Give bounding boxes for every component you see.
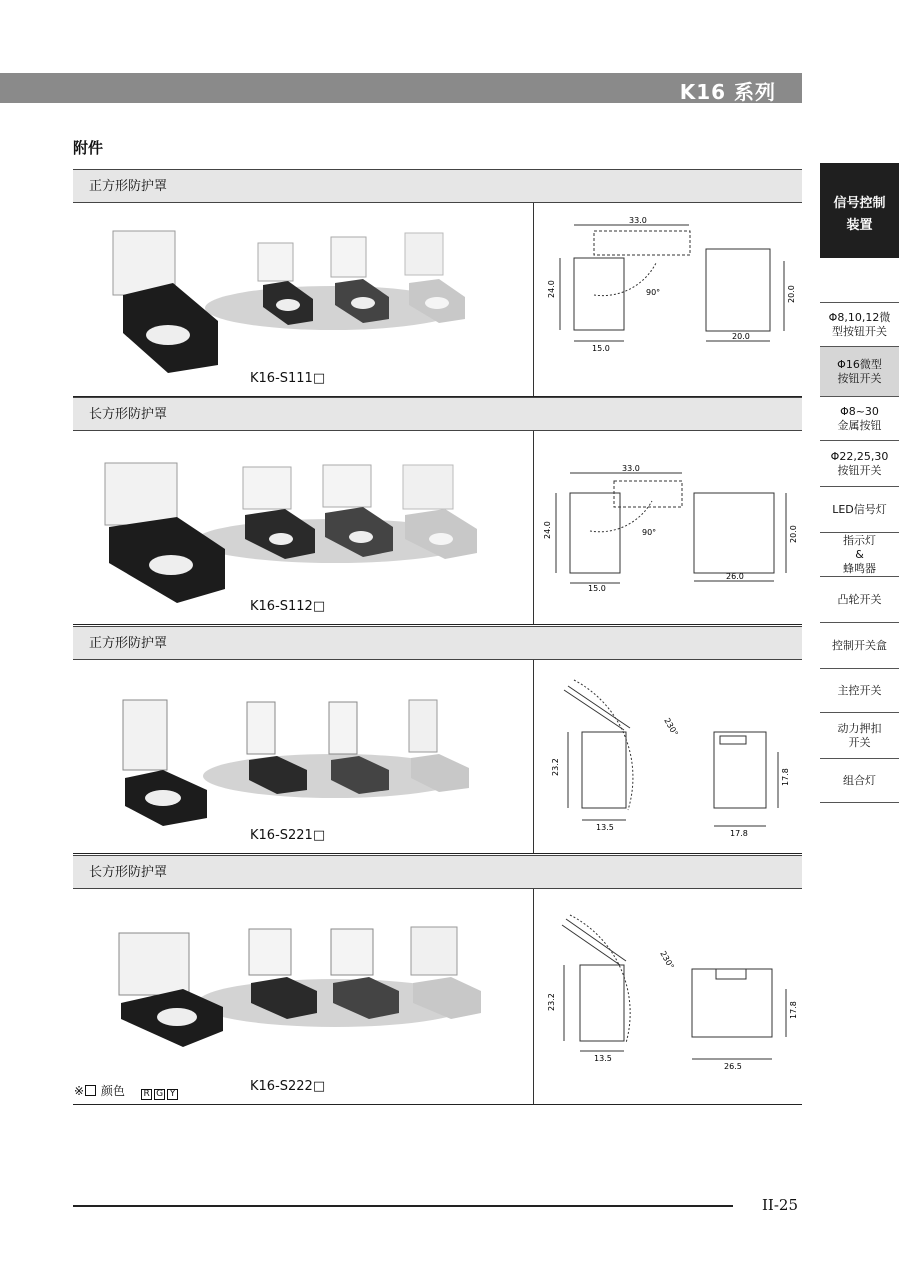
block-title: 正方形防护罩 — [73, 169, 802, 203]
large-cover-photo — [113, 231, 218, 373]
sidebar-category-item[interactable]: Φ8~30 金属按钮 — [820, 396, 899, 440]
large-cover-photo — [119, 933, 223, 1047]
svg-text:230°: 230° — [658, 949, 676, 971]
svg-text:20.0: 20.0 — [732, 332, 750, 341]
small-cover-photo-dark — [329, 702, 389, 794]
product-photos — [73, 660, 533, 854]
svg-text:17.8: 17.8 — [789, 1001, 798, 1019]
svg-text:24.0: 24.0 — [543, 521, 552, 539]
sidebar-category-item[interactable]: 动力押扣 开关 — [820, 712, 899, 758]
sidebar-category-item[interactable]: 组合灯 — [820, 758, 899, 802]
svg-text:23.2: 23.2 — [551, 758, 560, 776]
small-cover-photo-black — [247, 702, 307, 794]
svg-text:26.5: 26.5 — [724, 1062, 742, 1071]
dimension-drawing — [534, 889, 802, 1105]
svg-text:20.0: 20.0 — [789, 525, 798, 543]
sidebar-header: 信号控制 装置 — [820, 163, 899, 258]
model-number: K16-S112□ — [250, 599, 326, 614]
sidebar-category-item[interactable]: LED信号灯 — [820, 486, 899, 532]
block-title: 长方形防护罩 — [73, 397, 802, 431]
svg-text:23.2: 23.2 — [547, 993, 556, 1011]
footer-rule — [73, 1205, 733, 1207]
block-title: 长方形防护罩 — [73, 855, 802, 889]
small-cover-photo-light — [411, 927, 481, 1019]
category-sidebar — [820, 163, 899, 787]
small-cover-photo-dark — [331, 929, 399, 1019]
accessory-block-2 — [73, 397, 802, 625]
svg-text:13.5: 13.5 — [594, 1054, 612, 1063]
accessory-block-3 — [73, 626, 802, 854]
product-photos — [73, 203, 533, 397]
svg-text:15.0: 15.0 — [592, 344, 610, 353]
model-number: K16-S221□ — [250, 828, 326, 843]
sidebar-category-item[interactable]: 主控开关 — [820, 668, 899, 712]
accessory-block-4 — [73, 855, 802, 1105]
sidebar-category-item[interactable]: Φ22,25,30 按钮开关 — [820, 440, 899, 486]
svg-text:15.0: 15.0 — [588, 584, 606, 593]
svg-text:17.8: 17.8 — [781, 768, 790, 786]
small-cover-photo-light — [409, 700, 469, 792]
product-photos — [73, 431, 533, 625]
svg-text:33.0: 33.0 — [629, 216, 647, 225]
svg-text:33.0: 33.0 — [622, 464, 640, 473]
series-title-bar — [0, 73, 802, 103]
svg-text:90°: 90° — [646, 288, 661, 297]
series-title: K16 系列 — [679, 80, 776, 104]
svg-text:230°: 230° — [662, 716, 680, 738]
large-cover-photo — [123, 700, 207, 826]
svg-text:20.0: 20.0 — [787, 285, 796, 303]
svg-text:17.8: 17.8 — [730, 829, 748, 838]
small-cover-photo-black — [249, 929, 317, 1019]
svg-text:26.0: 26.0 — [726, 572, 744, 581]
svg-text:90°: 90° — [642, 528, 657, 537]
svg-text:13.5: 13.5 — [596, 823, 614, 832]
sidebar-category-item[interactable]: 控制开关盒 — [820, 622, 899, 668]
accessory-block-1 — [73, 169, 802, 397]
section-title: 附件 — [73, 139, 104, 157]
sidebar-category-item[interactable]: Φ8,10,12微 型按钮开关 — [820, 302, 899, 346]
product-photos — [73, 889, 533, 1105]
sidebar-category-item[interactable]: 凸轮开关 — [820, 576, 899, 622]
dimension-drawing — [534, 660, 802, 854]
svg-text:24.0: 24.0 — [547, 280, 556, 298]
block-title: 正方形防护罩 — [73, 626, 802, 660]
page-number: II-25 — [762, 1196, 799, 1214]
model-number: K16-S111□ — [250, 371, 326, 386]
sidebar-category-item[interactable]: Φ16微型 按钮开关 — [820, 346, 899, 396]
dimension-drawing — [534, 431, 802, 625]
sidebar-category-item[interactable]: 指示灯 & 蜂鸣器 — [820, 532, 899, 576]
color-legend: ※ 颜色 R G Y — [74, 1082, 179, 1100]
model-number: K16-S222□ — [250, 1079, 326, 1094]
dimension-drawing — [534, 203, 802, 397]
